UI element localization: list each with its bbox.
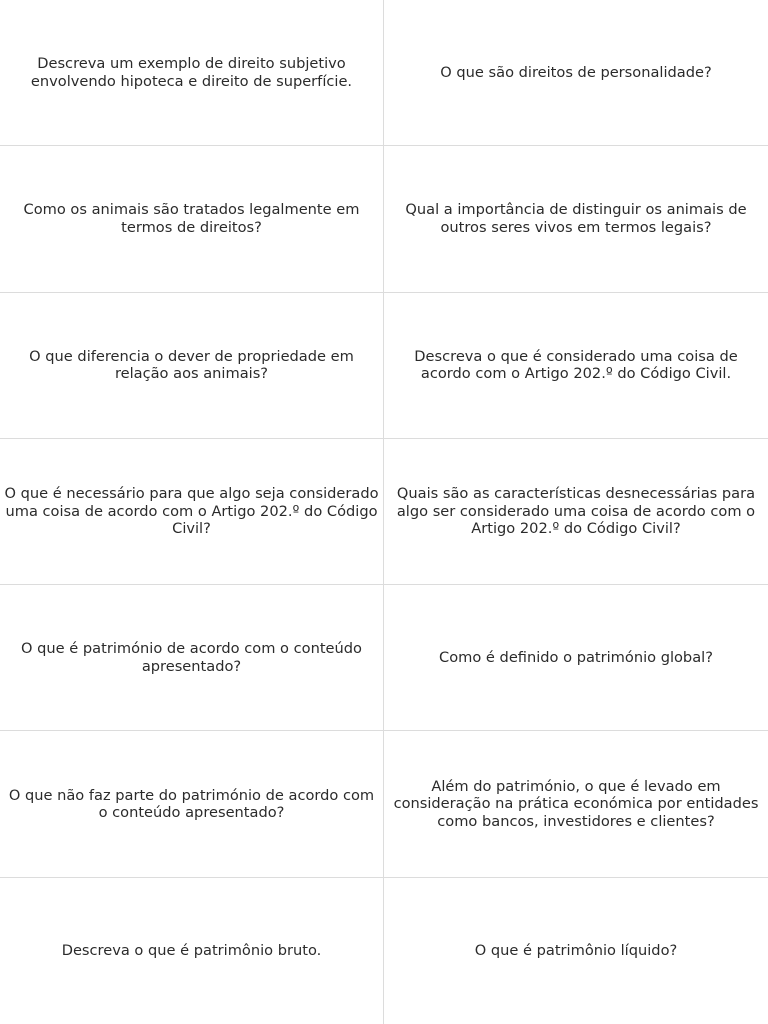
flashcard-question: O que diferencia o dever de propriedade em relação aos animais? xyxy=(29,347,354,383)
flashcard[interactable] xyxy=(384,293,768,439)
flashcard-question: Como é definido o património global? xyxy=(439,649,713,667)
flashcard-question: Qual a importância de distinguir os animais de outros seres vivos em termos legais? xyxy=(405,201,747,236)
flashcard[interactable] xyxy=(384,731,768,877)
flashcard-question: Descreva um exemplo de direito subjetivo envolvendo hipoteca e direito de superfície. xyxy=(30,55,353,90)
flashcard-question: O que é patrimônio líquido? xyxy=(474,942,678,960)
flashcard[interactable] xyxy=(384,878,768,1024)
flashcard[interactable] xyxy=(0,146,384,292)
flashcard-question: O que são direitos de personalidade? xyxy=(440,63,712,81)
flashcard[interactable] xyxy=(0,293,384,439)
flashcard-question: Como os animais são tratados legalmente em termos de direitos? xyxy=(23,201,360,236)
flashcard[interactable] xyxy=(0,731,384,877)
flashcard[interactable] xyxy=(384,146,768,292)
flashcard-question: Além do património, o que é levado em consideração na prática económica por entidades como bancos, investidores e clientes? xyxy=(393,777,759,830)
flashcard[interactable] xyxy=(0,439,384,585)
flashcard-question: Quais são as características desnecessárias para algo ser considerado uma coisa de acordo com o Artigo 202.º do Código Civil? xyxy=(396,485,756,538)
flashcard-question: O que não faz parte do património de acordo com o conteúdo apresentado? xyxy=(8,786,375,822)
flashcard[interactable] xyxy=(384,439,768,585)
flashcard[interactable] xyxy=(0,0,384,146)
flashcard[interactable] xyxy=(384,585,768,731)
flashcard-question: O que é património de acordo com o conteúdo apresentado? xyxy=(21,640,362,675)
flashcard-question: Descreva o que é considerado uma coisa de acordo com o Artigo 202.º do Código Civil. xyxy=(414,347,738,383)
flashcard[interactable] xyxy=(0,878,384,1024)
flashcard[interactable] xyxy=(384,0,768,146)
flashcard-question: O que é necessário para que algo seja considerado uma coisa de acordo com o Artigo 202.º do Código Civil? xyxy=(4,485,379,538)
flashcard-question: Descreva o que é patrimônio bruto. xyxy=(61,942,322,960)
flashcard[interactable] xyxy=(0,585,384,731)
